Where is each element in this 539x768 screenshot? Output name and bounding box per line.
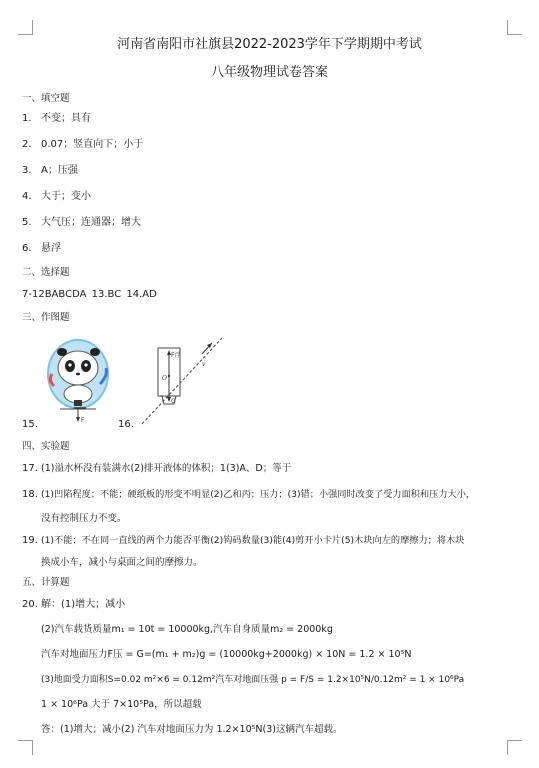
figure-16-label: 16. — [118, 419, 134, 430]
document-subtitle: 八年级物理试卷答案 — [210, 65, 328, 80]
item-number: 3. — [22, 165, 32, 176]
item-number: 4. — [22, 191, 32, 202]
item-number: 17. — [22, 463, 38, 474]
section-heading-experiment: 四、实验题 — [22, 441, 70, 452]
figure-15-label: 15. — [22, 419, 38, 430]
calc-line: (2)汽车载货质量m₁ = 10t = 10000kg,汽车自身质量m₂ = 2000kg — [41, 624, 333, 635]
figure-16-gravity-label: G — [171, 398, 176, 405]
corner-mark-top-right — [507, 20, 522, 35]
figure-15-force-label: F — [81, 417, 85, 424]
item-answer: 大气压；连通器；增大 — [41, 217, 141, 228]
experiment-answer-line: (1)溢水杯没有装满水(2)排开液体的体积；1(3)A、D；等于 — [41, 463, 292, 474]
experiment-answer-line: 没有控制压力不变。 — [41, 513, 127, 524]
document-title: 河南省南阳市社旗县2022-2023学年下学期期中考试 — [117, 37, 422, 52]
corner-mark-bottom-left — [18, 740, 33, 755]
experiment-answer-line: (1)凹陷程度；不能；硬纸板的形变不明显(2)乙和丙；压力；(3)错；小强同时改变了受力面积和压力大小， — [41, 489, 476, 500]
item-answer: 不变；具有 — [41, 113, 91, 124]
item-answer: 0.07；竖直向下；小于 — [41, 139, 144, 150]
calc-line: 答：(1)增大；减小(2) 汽车对地面压力为 1.2×10⁵N(3)这辆汽车超载。 — [41, 724, 343, 735]
item-answer: 大于；变小 — [41, 191, 91, 202]
section-heading-drawing: 三、作图题 — [22, 312, 70, 323]
calc-line: (3)地面受力面积S=0.02 m²×6 = 0.12m²汽车对地面压强 p = F/S = 1.2×10⁵N/0.12m² = 1 × 10⁶Pa — [41, 675, 465, 685]
figure-16-buoyancy-label: F浮 — [171, 352, 181, 359]
item-number: 18. — [22, 489, 38, 500]
choice-answers: 7-12BABCDA 13.BC 14.AD — [22, 289, 157, 300]
section-heading-choice: 二、选择题 — [22, 267, 70, 278]
figure-16-incline — [140, 330, 230, 425]
calc-line: 1 × 10⁶Pa 大于 7×10⁵Pa，所以超载 — [41, 699, 202, 710]
item-number: 5. — [22, 217, 32, 228]
experiment-answer-line: 换成小车，减小与桌面之间的摩擦力。 — [41, 557, 203, 568]
item-number: 19. — [22, 535, 38, 546]
item-number: 20. — [22, 599, 38, 610]
corner-mark-bottom-right — [507, 740, 522, 755]
item-answer: 悬浮 — [41, 243, 61, 254]
calc-line: 解：(1)增大；减小 — [41, 599, 126, 610]
figure-16-center-label: O — [162, 375, 167, 382]
figure-16-velocity-label: v — [202, 361, 206, 368]
calc-line: 汽车对地面压力F压 = G=(m₁ + m₂)g = (10000kg+2000kg) × 10N = 1.2 × 10⁵N — [41, 649, 412, 660]
experiment-answer-line: (1)不能；不在同一直线的两个力能否平衡(2)钩码数量(3)能(4)剪开小卡片(5)木块向左的摩擦力；将木块 — [41, 535, 465, 546]
figure-15-mascot — [40, 336, 120, 426]
item-number: 6. — [22, 243, 32, 254]
corner-mark-top-left — [18, 20, 33, 35]
section-heading-fill: 一、填空题 — [22, 93, 70, 104]
item-number: 2. — [22, 139, 32, 150]
item-answer: A；压强 — [41, 165, 78, 176]
section-heading-calc: 五、计算题 — [22, 577, 70, 588]
item-number: 1. — [22, 113, 32, 124]
